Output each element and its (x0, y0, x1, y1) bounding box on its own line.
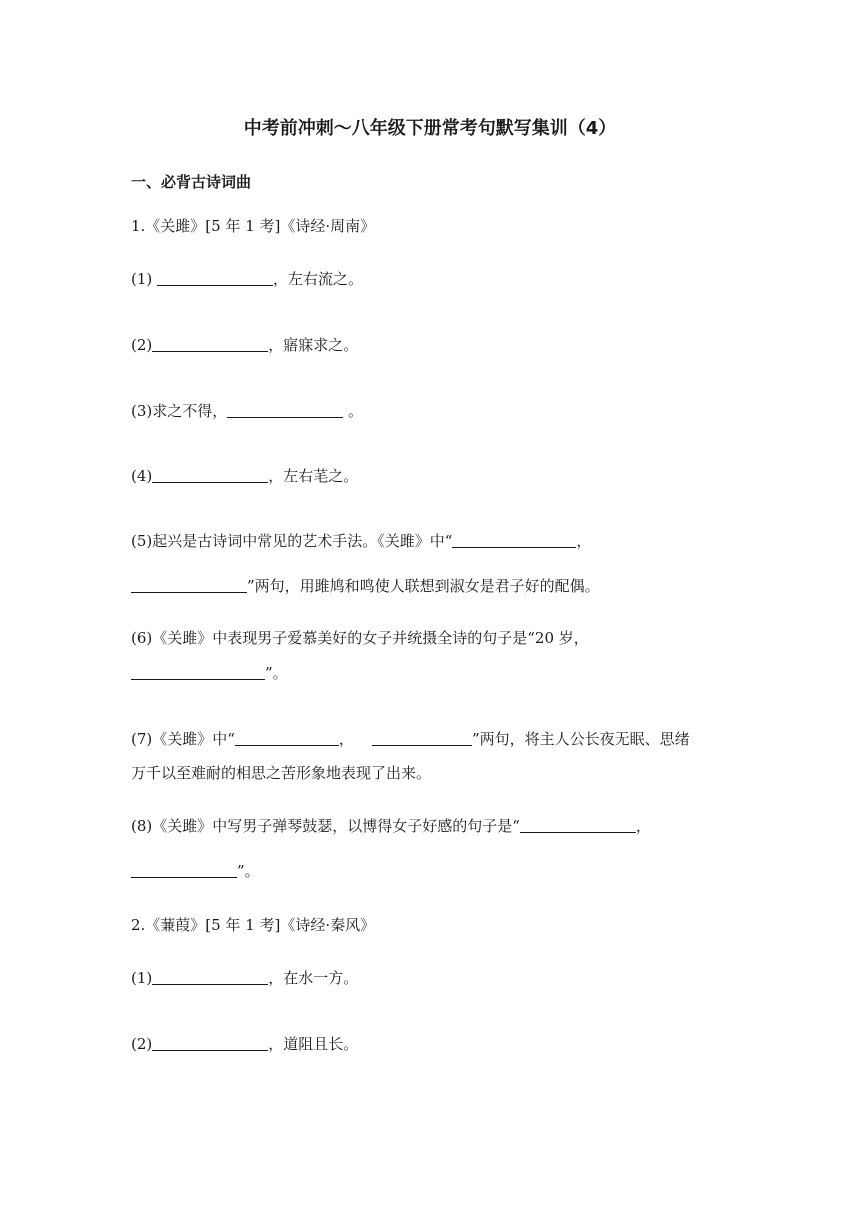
item-text: (3)求之不得， (131, 402, 228, 420)
section-heading: 一、必背古诗词曲 (131, 173, 252, 191)
item-text: (7)《关雎》中“ (131, 730, 235, 748)
question-1-heading: 1.《关雎》[5 年 1 考]《诗经·周南》 (131, 217, 376, 235)
answer-blank[interactable] (152, 1034, 268, 1051)
answer-blank[interactable] (152, 335, 268, 352)
question-2-item-1 (131, 967, 358, 989)
question-1-item-2 (131, 334, 358, 356)
answer-blank[interactable] (131, 663, 265, 680)
item-number: (2) (131, 1035, 153, 1053)
answer-blank[interactable] (131, 861, 237, 878)
question-1-item-3 (131, 400, 363, 422)
question-1-item-6-line-1: (6)《关雎》中表现男子爱慕美好的女子并统摄全诗的句子是“20 岁， (131, 629, 589, 647)
question-1-item-1 (131, 268, 363, 290)
item-text: ， (635, 817, 651, 835)
item-number: (4) (131, 467, 153, 485)
item-text: (8)《关雎》中写男子弹琴鼓瑟，以博得女子好感的句子是“ (131, 817, 520, 835)
answer-blank[interactable] (131, 576, 247, 593)
question-1-item-8-line-2 (131, 860, 260, 882)
answer-blank[interactable] (152, 968, 268, 985)
question-1-item-7-line-2: 万千以至难耐的相思之苦形象地表现了出来。 (131, 764, 432, 782)
item-number: (1) (131, 270, 158, 288)
item-text: ”两句，将主人公长夜无眠、思绪 (471, 730, 690, 748)
question-1-item-8-line-1 (131, 815, 651, 837)
question-2-heading: 2.《蒹葭》[5 年 1 考]《诗经·秦风》 (131, 916, 376, 934)
item-number: (2) (131, 336, 153, 354)
item-number: (1) (131, 969, 153, 987)
page-title: 中考前冲刺～八年级下册常考句默写集训（4） (243, 118, 617, 139)
item-text: ，道阻且长。 (268, 1035, 359, 1053)
item-text: ”。 (265, 664, 288, 682)
question-1-item-7-line-1 (131, 728, 690, 750)
question-1-item-5-line-2 (131, 575, 600, 597)
question-2-item-2 (131, 1033, 358, 1055)
item-text: 。 (343, 402, 364, 420)
question-1-item-4 (131, 465, 358, 487)
question-1-item-5-line-1 (131, 530, 591, 552)
answer-blank[interactable] (152, 466, 268, 483)
item-text: ，在水一方。 (268, 969, 359, 987)
item-text: ，寤寐求之。 (268, 336, 359, 354)
answer-blank[interactable] (452, 531, 576, 548)
item-text: ”。 (237, 862, 260, 880)
answer-blank[interactable] (157, 269, 273, 286)
answer-blank[interactable] (227, 401, 343, 418)
item-text: ，左右芼之。 (268, 467, 359, 485)
item-text: ， (576, 532, 592, 550)
answer-blank[interactable] (520, 816, 636, 833)
item-text: ，左右流之。 (273, 270, 364, 288)
answer-blank[interactable] (235, 729, 339, 746)
item-text: ”两句，用雎鸠和鸣使人联想到淑女是君子好的配偶。 (247, 577, 600, 595)
question-1-item-6-line-2 (131, 662, 288, 684)
answer-blank[interactable] (372, 729, 472, 746)
item-text: (5)起兴是古诗词中常见的艺术手法。《关雎》中“ (131, 532, 453, 550)
item-text: ， (338, 730, 354, 748)
